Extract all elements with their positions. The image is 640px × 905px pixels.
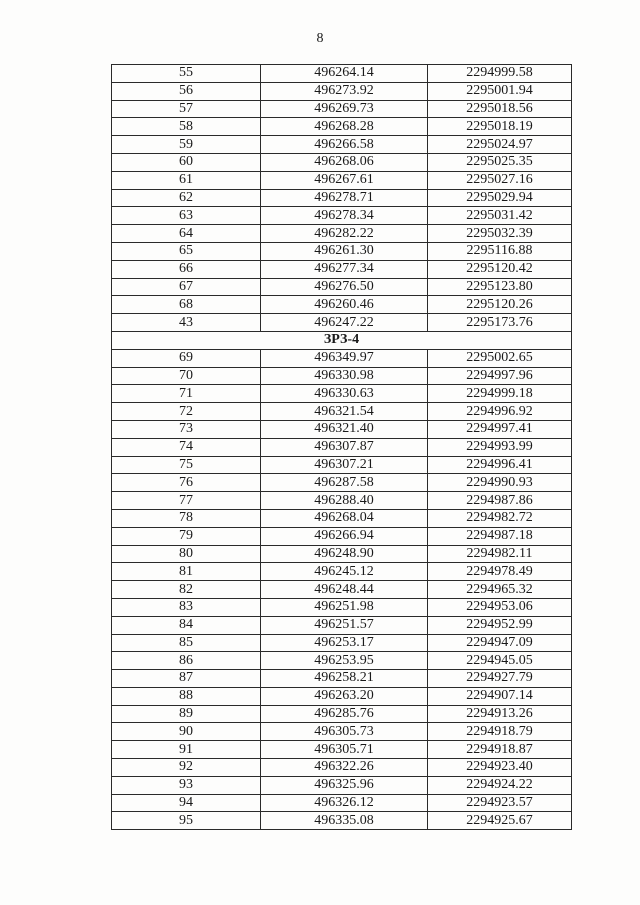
point-number-cell: 76 [112,474,261,492]
point-number-cell: 57 [112,100,261,118]
x-coordinate-cell: 496321.40 [261,420,428,438]
y-coordinate-cell: 2294993.99 [428,438,572,456]
table-row [112,545,572,563]
x-coordinate-cell: 496268.06 [261,153,428,171]
y-coordinate-cell: 2295031.42 [428,207,572,225]
table-row [112,225,572,243]
x-coordinate-cell: 496330.98 [261,367,428,385]
x-coordinate-cell: 496266.58 [261,136,428,154]
y-coordinate-cell: 2295025.35 [428,153,572,171]
coordinates-table [111,64,572,830]
table-row [112,812,572,830]
x-coordinate-cell: 496276.50 [261,278,428,296]
point-number-cell: 94 [112,794,261,812]
x-coordinate-cell: 496267.61 [261,171,428,189]
y-coordinate-cell: 2294918.87 [428,741,572,759]
x-coordinate-cell: 496326.12 [261,794,428,812]
y-coordinate-cell: 2294913.26 [428,705,572,723]
x-coordinate-cell: 496322.26 [261,759,428,777]
table-row [112,314,572,332]
y-coordinate-cell: 2294996.41 [428,456,572,474]
x-coordinate-cell: 496307.87 [261,438,428,456]
x-coordinate-cell: 496330.63 [261,385,428,403]
x-coordinate-cell: 496278.34 [261,207,428,225]
table-row [112,616,572,634]
y-coordinate-cell: 2295002.65 [428,349,572,367]
point-number-cell: 86 [112,652,261,670]
x-coordinate-cell: 496268.28 [261,118,428,136]
y-coordinate-cell: 2294924.22 [428,776,572,794]
x-coordinate-cell: 496305.73 [261,723,428,741]
point-number-cell: 79 [112,527,261,545]
x-coordinate-cell: 496349.97 [261,349,428,367]
table-row [112,776,572,794]
y-coordinate-cell: 2294918.79 [428,723,572,741]
point-number-cell: 84 [112,616,261,634]
y-coordinate-cell: 2294997.41 [428,420,572,438]
x-coordinate-cell: 496263.20 [261,687,428,705]
table-row [112,438,572,456]
y-coordinate-cell: 2294999.58 [428,65,572,83]
x-coordinate-cell: 496245.12 [261,563,428,581]
table-row [112,171,572,189]
table-row [112,741,572,759]
table-row [112,705,572,723]
point-number-cell: 70 [112,367,261,385]
table-row [112,474,572,492]
table-row [112,794,572,812]
point-number-cell: 72 [112,403,261,421]
y-coordinate-cell: 2294952.99 [428,616,572,634]
y-coordinate-cell: 2294953.06 [428,598,572,616]
point-number-cell: 85 [112,634,261,652]
table-row [112,420,572,438]
point-number-cell: 95 [112,812,261,830]
table-row [112,260,572,278]
point-number-cell: 78 [112,509,261,527]
table-row [112,670,572,688]
y-coordinate-cell: 2295029.94 [428,189,572,207]
table-row [112,581,572,599]
x-coordinate-cell: 496278.71 [261,189,428,207]
y-coordinate-cell: 2294997.96 [428,367,572,385]
table-row [112,367,572,385]
table-row [112,759,572,777]
y-coordinate-cell: 2294945.05 [428,652,572,670]
point-number-cell: 73 [112,420,261,438]
point-number-cell: 67 [112,278,261,296]
page-number: 8 [316,31,324,46]
table-row [112,634,572,652]
x-coordinate-cell: 496277.34 [261,260,428,278]
x-coordinate-cell: 496305.71 [261,741,428,759]
y-coordinate-cell: 2295173.76 [428,314,572,332]
point-number-cell: 56 [112,82,261,100]
table-row [112,527,572,545]
point-number-cell: 90 [112,723,261,741]
table-row [112,403,572,421]
point-number-cell: 61 [112,171,261,189]
x-coordinate-cell: 496285.76 [261,705,428,723]
table-row [112,509,572,527]
y-coordinate-cell: 2295018.19 [428,118,572,136]
section-label: ЗРЗ-4 [112,331,572,349]
point-number-cell: 88 [112,687,261,705]
x-coordinate-cell: 496248.44 [261,581,428,599]
point-number-cell: 69 [112,349,261,367]
point-number-cell: 62 [112,189,261,207]
y-coordinate-cell: 2295032.39 [428,225,572,243]
x-coordinate-cell: 496248.90 [261,545,428,563]
x-coordinate-cell: 496258.21 [261,670,428,688]
table-row [112,100,572,118]
x-coordinate-cell: 496268.04 [261,509,428,527]
y-coordinate-cell: 2295018.56 [428,100,572,118]
table-row [112,278,572,296]
x-coordinate-cell: 496251.98 [261,598,428,616]
table-row [112,189,572,207]
y-coordinate-cell: 2294990.93 [428,474,572,492]
y-coordinate-cell: 2295123.80 [428,278,572,296]
x-coordinate-cell: 496335.08 [261,812,428,830]
y-coordinate-cell: 2295116.88 [428,242,572,260]
x-coordinate-cell: 496253.95 [261,652,428,670]
x-coordinate-cell: 496321.54 [261,403,428,421]
y-coordinate-cell: 2294987.86 [428,492,572,510]
x-coordinate-cell: 496253.17 [261,634,428,652]
point-number-cell: 80 [112,545,261,563]
x-coordinate-cell: 496264.14 [261,65,428,83]
point-number-cell: 82 [112,581,261,599]
table-row [112,82,572,100]
point-number-cell: 66 [112,260,261,278]
point-number-cell: 83 [112,598,261,616]
y-coordinate-cell: 2295120.42 [428,260,572,278]
table-row [112,136,572,154]
point-number-cell: 91 [112,741,261,759]
y-coordinate-cell: 2295001.94 [428,82,572,100]
x-coordinate-cell: 496287.58 [261,474,428,492]
table-row [112,118,572,136]
y-coordinate-cell: 2294987.18 [428,527,572,545]
y-coordinate-cell: 2294907.14 [428,687,572,705]
table-row [112,687,572,705]
table-row [112,652,572,670]
y-coordinate-cell: 2294927.79 [428,670,572,688]
x-coordinate-cell: 496261.30 [261,242,428,260]
y-coordinate-cell: 2294925.67 [428,812,572,830]
x-coordinate-cell: 496273.92 [261,82,428,100]
point-number-cell: 89 [112,705,261,723]
point-number-cell: 93 [112,776,261,794]
table-row [112,563,572,581]
point-number-cell: 71 [112,385,261,403]
y-coordinate-cell: 2294996.92 [428,403,572,421]
table-row [112,296,572,314]
table-row [112,492,572,510]
section-row [112,331,572,349]
point-number-cell: 58 [112,118,261,136]
point-number-cell: 92 [112,759,261,777]
x-coordinate-cell: 496307.21 [261,456,428,474]
x-coordinate-cell: 496251.57 [261,616,428,634]
x-coordinate-cell: 496260.46 [261,296,428,314]
point-number-cell: 68 [112,296,261,314]
y-coordinate-cell: 2294965.32 [428,581,572,599]
table-row [112,242,572,260]
x-coordinate-cell: 496288.40 [261,492,428,510]
y-coordinate-cell: 2294982.72 [428,509,572,527]
y-coordinate-cell: 2294923.57 [428,794,572,812]
y-coordinate-cell: 2295024.97 [428,136,572,154]
coordinates-table-body [112,65,572,830]
table-row [112,723,572,741]
point-number-cell: 55 [112,65,261,83]
y-coordinate-cell: 2295027.16 [428,171,572,189]
table-row [112,65,572,83]
table-row [112,598,572,616]
table-row [112,349,572,367]
point-number-cell: 43 [112,314,261,332]
point-number-cell: 77 [112,492,261,510]
x-coordinate-cell: 496269.73 [261,100,428,118]
y-coordinate-cell: 2294982.11 [428,545,572,563]
point-number-cell: 64 [112,225,261,243]
table-row [112,385,572,403]
point-number-cell: 65 [112,242,261,260]
point-number-cell: 81 [112,563,261,581]
point-number-cell: 59 [112,136,261,154]
y-coordinate-cell: 2294947.09 [428,634,572,652]
y-coordinate-cell: 2295120.26 [428,296,572,314]
point-number-cell: 75 [112,456,261,474]
table-row [112,456,572,474]
x-coordinate-cell: 496325.96 [261,776,428,794]
y-coordinate-cell: 2294978.49 [428,563,572,581]
x-coordinate-cell: 496266.94 [261,527,428,545]
point-number-cell: 87 [112,670,261,688]
point-number-cell: 60 [112,153,261,171]
x-coordinate-cell: 496282.22 [261,225,428,243]
point-number-cell: 74 [112,438,261,456]
table-row [112,153,572,171]
y-coordinate-cell: 2294999.18 [428,385,572,403]
point-number-cell: 63 [112,207,261,225]
table-row [112,207,572,225]
y-coordinate-cell: 2294923.40 [428,759,572,777]
x-coordinate-cell: 496247.22 [261,314,428,332]
